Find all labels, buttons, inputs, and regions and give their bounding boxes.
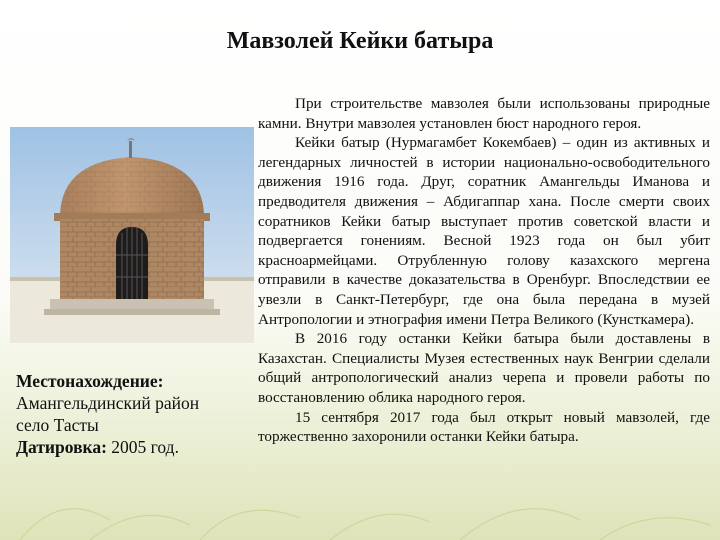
article-text — [258, 94, 710, 447]
paragraph-construction: При строительстве мавзолея были использованы природные камни. Внутри мавзолея установлен бюст народного героя. — [258, 95, 710, 132]
leaf-pattern-decoration — [0, 470, 720, 540]
location-caption — [16, 370, 251, 458]
location-label: Местонахождение: — [16, 371, 164, 391]
paragraph-opening: 15 сентября 2017 года был открыт новый мавзолей, где торжественно захоронили останки Кейки батыра. — [258, 408, 710, 446]
district-text: Амангельдинский район — [16, 393, 200, 413]
paragraph-biography: Кейки батыр (Нурмагамбет Кокембаев) – один из активных и легендарных личностей в истории национально-освободительного движения 1916 года. Друг, соратник Амангельды Иманова и предводителя движения – Абдигаппар хана. После смерти своих соратников Кейки батыр выступает против советской власти и подвергается гонениям. Весной 1923 года он был убит красноармейцами. Отрубленную голову казахского мергена отправили в качестве доказательства в Оренбург. Впоследствии ее увезли в Санкт-Петербург, где она была передана в музей Антропологии и этнография имени Петра Великого (Кунсткамера). — [258, 134, 710, 328]
village-text: село Тасты — [16, 415, 99, 435]
page-title: Мавзолей Кейки батыра — [226, 28, 494, 54]
paragraph-remains: В 2016 году останки Кейки батыра были доставлены в Казахстан. Специалисты Музея естественных наук Венгрии сделали общий антропологический анализ черепа и провели работы по восстановлению облика народного героя. — [258, 330, 710, 406]
mausoleum-photo — [10, 127, 254, 343]
dating-label: Датировка: — [16, 437, 107, 457]
dating-value: 2005 год. — [111, 437, 179, 457]
